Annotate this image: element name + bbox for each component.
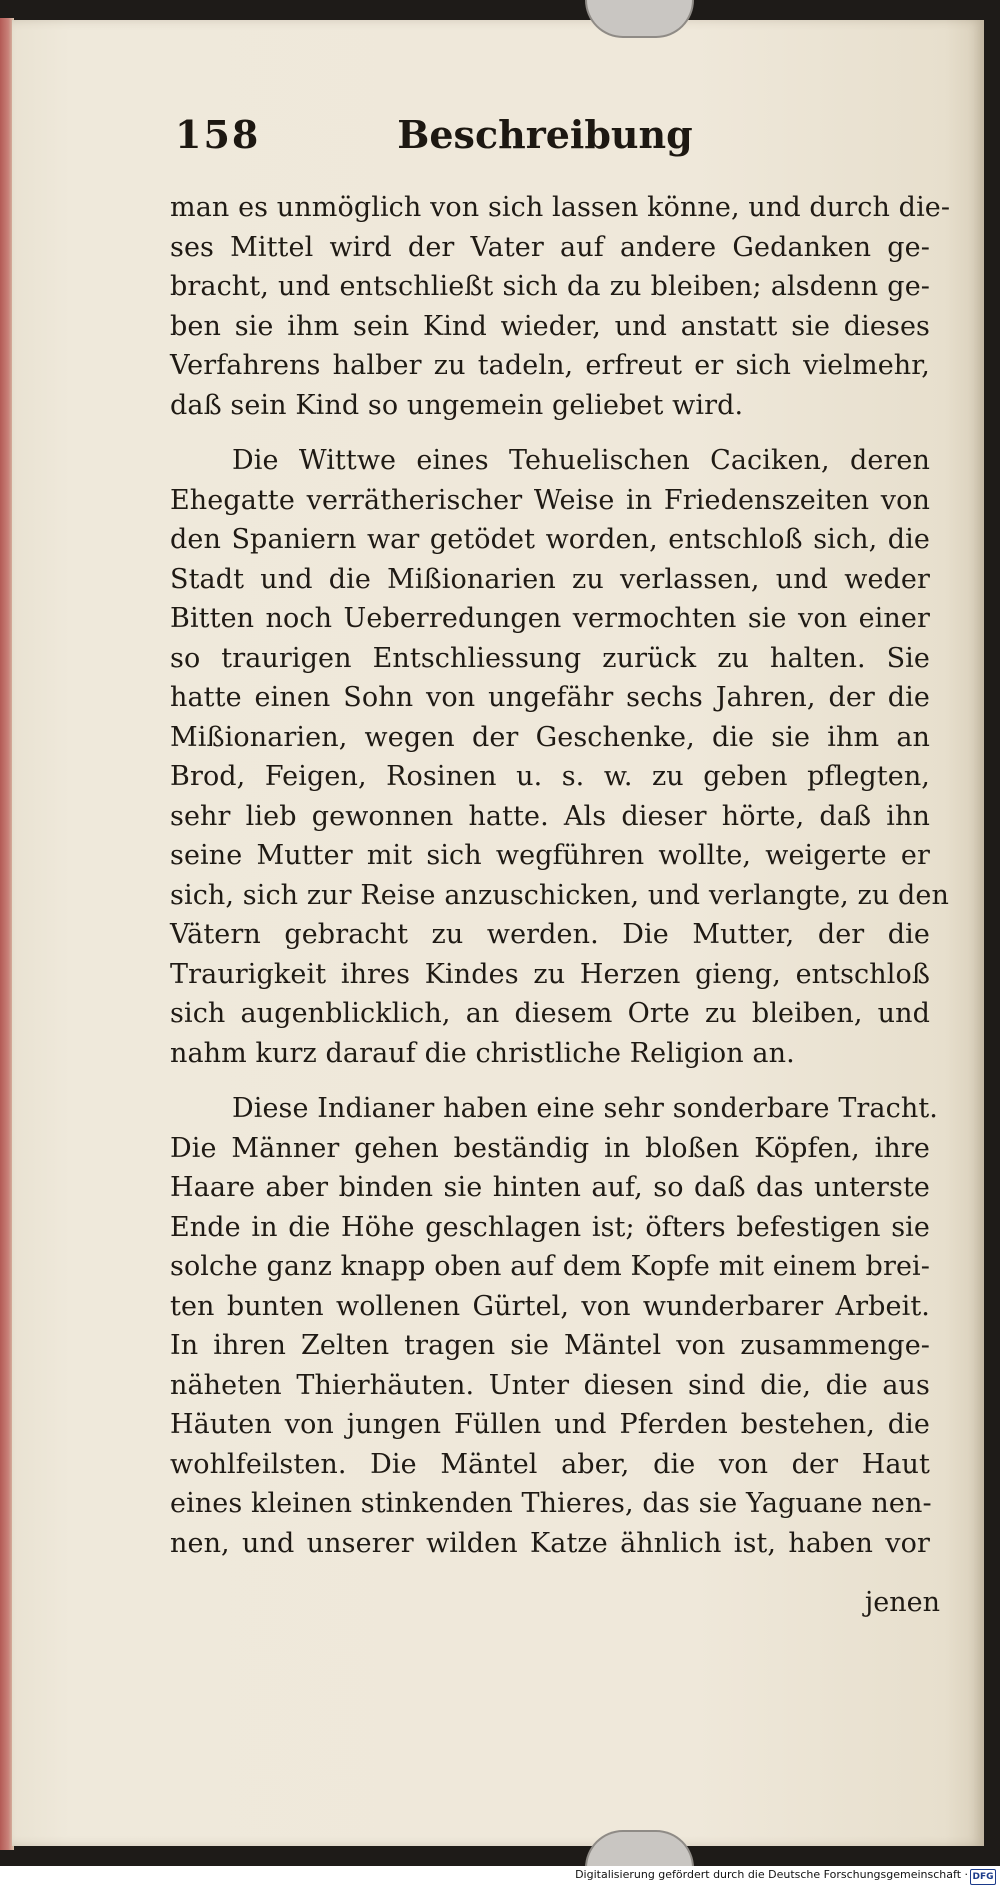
text-line: Diese Indianer haben eine sehr sonderbare Tracht. [232, 1093, 938, 1124]
text-line: sehr lieb gewonnen hatte. Als dieser hörte, daß ihn [170, 800, 930, 832]
dfg-logo: DFG [970, 1869, 996, 1885]
text-line: nahm kurz darauf die christliche Religion an. [170, 1037, 795, 1069]
text-line: Bitten noch Ueberredungen vermochten sie von einer [170, 603, 930, 634]
text-line: solche ganz knapp oben auf dem Kopfe mit einem brei- [170, 1251, 930, 1282]
paragraph [170, 441, 949, 1073]
text-line: bracht, und entschließt sich da zu bleiben; alsdenn ge- [170, 271, 930, 302]
text-line: Ende in die Höhe geschlagen ist; öfters befestigen sie [170, 1211, 930, 1243]
text-line: wohlfeilsten. Die Mäntel aber, die von der Haut [170, 1448, 930, 1480]
text-line: ten bunten wollenen Gürtel, von wunderbarer Arbeit. [170, 1290, 930, 1322]
text-line: man es unmöglich von sich lassen könne, und durch die- [170, 192, 951, 223]
text-line: ben sie ihm sein Kind wieder, und anstatt sie dieses [170, 310, 930, 342]
text-line: so traurigen Entschliessung zurück zu halten. Sie [170, 642, 930, 674]
text-line: näheten Thierhäuten. Unter diesen sind die, die aus [170, 1369, 930, 1401]
paragraph [170, 188, 951, 425]
text-line: nen, und unserer wilden Katze ähnlich ist, haben vor [170, 1527, 930, 1559]
text-line: Stadt und die Mißionarien zu verlassen, und weder [170, 563, 930, 595]
text-line: Die Männer gehen beständig in bloßen Köpfen, ihre [170, 1132, 930, 1164]
paragraph [170, 1089, 938, 1563]
catchword: jenen [864, 1587, 940, 1618]
text-line: Traurigkeit ihres Kindes zu Herzen gieng, entschloß [170, 958, 930, 990]
text-line: In ihren Zelten tragen sie Mäntel von zusammenge- [170, 1330, 930, 1361]
body-text [170, 188, 951, 1563]
text-line: Haare aber binden sie hinten auf, so daß das unterste [170, 1172, 930, 1203]
text-line: eines kleinen stinkenden Thieres, das sie Yaguane nen- [170, 1488, 932, 1519]
text-line: den Spaniern war getödet worden, entschloß sich, die [170, 524, 930, 555]
text-line: sich augenblicklich, an diesem Orte zu bleiben, und [170, 998, 930, 1029]
text-line: Vätern gebracht zu werden. Die Mutter, der die [170, 919, 930, 950]
text-line: Verfahrens halber zu tadeln, erfreut er sich vielmehr, [170, 350, 930, 381]
text-line: ses Mittel wird der Vater auf andere Gedanken ge- [170, 231, 930, 263]
text-line: Brod, Feigen, Rosinen u. s. w. zu geben pflegten, [170, 761, 930, 792]
text-line: Mißionarien, wegen der Geschenke, die sie ihm an [170, 721, 930, 753]
page-number: 158 [175, 112, 261, 157]
text-line: seine Mutter mit sich wegführen wollte, weigerte er [170, 840, 930, 871]
running-title: Beschreibung [397, 112, 693, 157]
text-line: Häuten von jungen Füllen und Pferden bestehen, die [170, 1409, 930, 1440]
text-line: daß sein Kind so ungemein geliebet wird. [170, 389, 744, 421]
text-line: sich, sich zur Reise anzuschicken, und verlangte, zu den [170, 879, 949, 911]
digitization-credit: Digitalisierung gefördert durch die Deutsche Forschungsgemeinschaft · [575, 1868, 968, 1881]
running-head [155, 112, 935, 172]
text-line: Ehegatte verrätherischer Weise in Friedenszeiten von [170, 484, 930, 516]
text-line: hatte einen Sohn von ungefähr sechs Jahren, der die [170, 682, 930, 713]
text-line: Die Wittwe eines Tehuelischen Caciken, deren [232, 445, 930, 476]
